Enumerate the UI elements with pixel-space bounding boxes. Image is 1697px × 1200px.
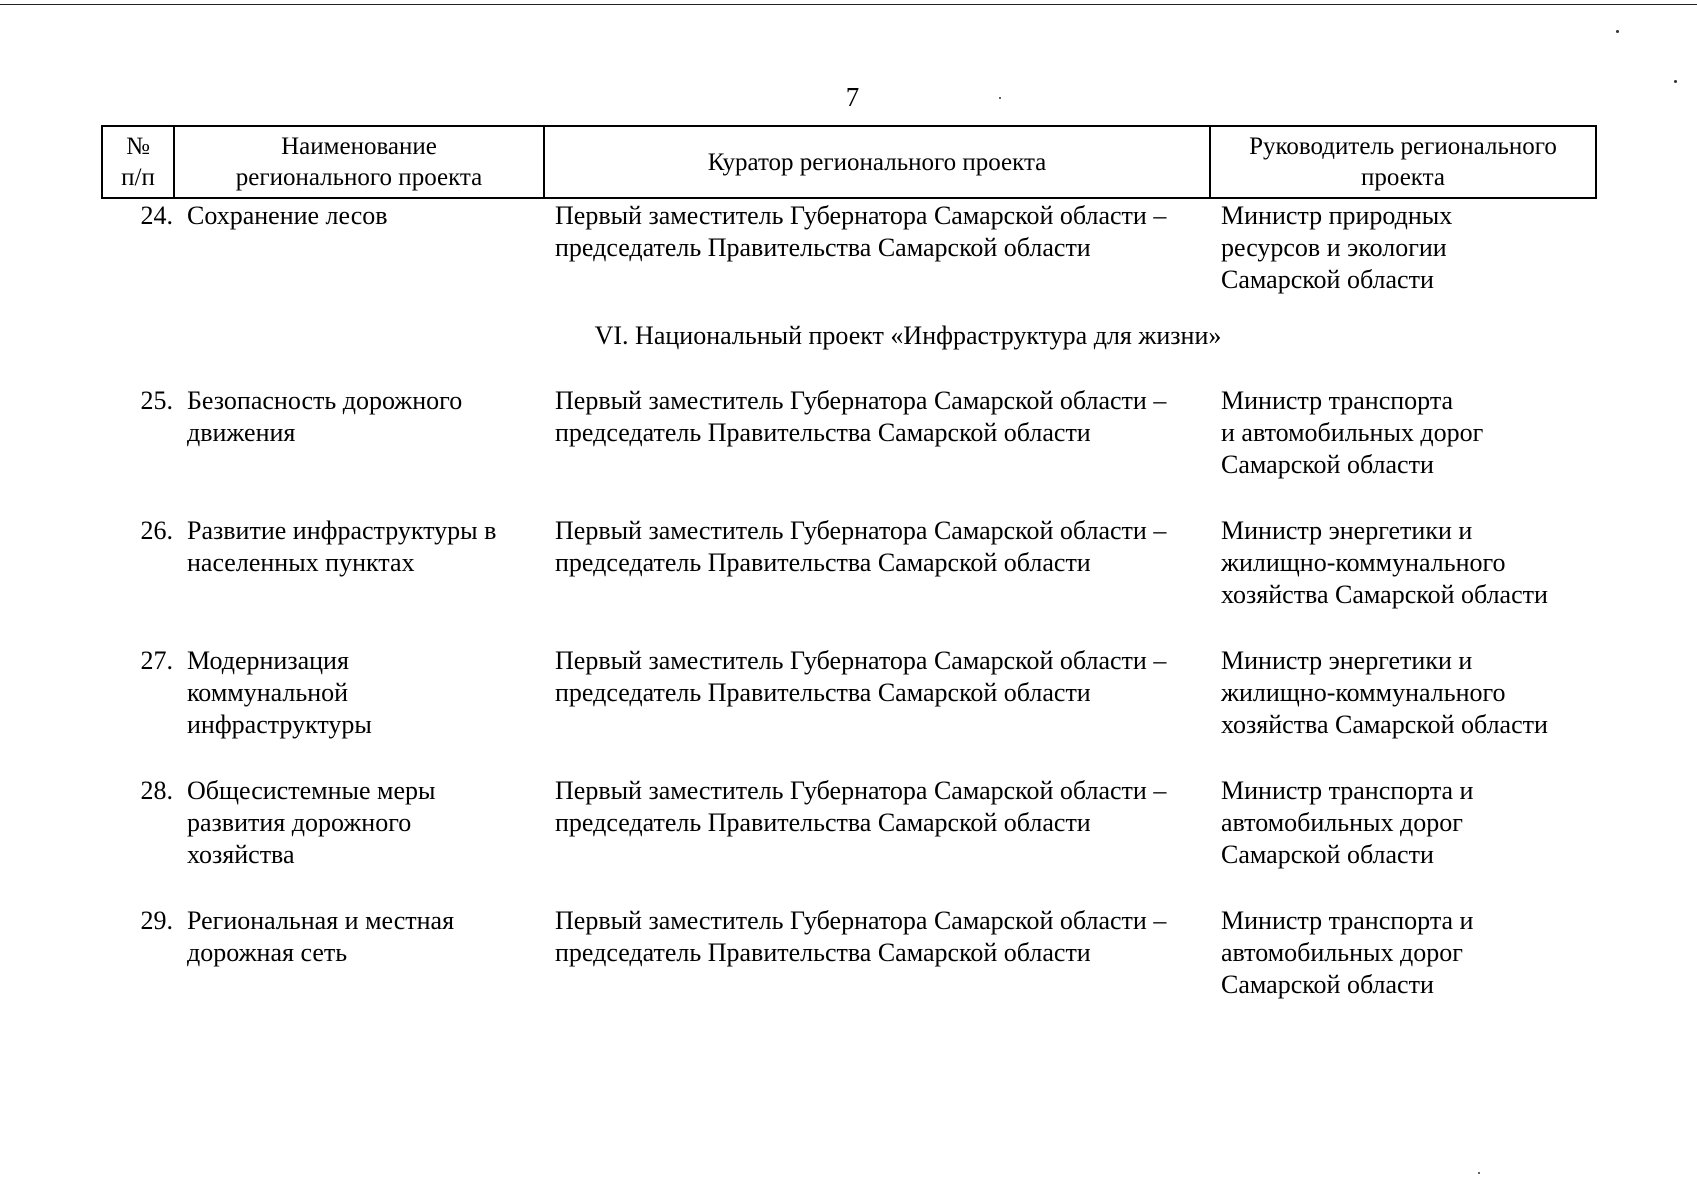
- header-project-name: Наименование регионального проекта: [174, 126, 544, 198]
- row-project-name: Общесистемные меры развития дорожного хозяйства: [187, 776, 436, 869]
- row-project-head: Министр транспорта и автомобильных дорог Самарской области: [1221, 906, 1474, 999]
- row-number: 26.: [140, 516, 173, 545]
- table-header: [101, 125, 1597, 199]
- section-title: VI. Национальный проект «Инфраструктура для жизни»: [594, 321, 1222, 350]
- header-project-head: Руководитель регионального проекта: [1210, 126, 1596, 198]
- row-project-name: Модернизация коммунальной инфраструктуры: [187, 646, 372, 739]
- row-project-head: Министр природных ресурсов и экологии Самарской области: [1221, 201, 1453, 294]
- table-row: [101, 775, 1595, 905]
- row-number: 25.: [140, 386, 173, 415]
- row-curator: Первый заместитель Губернатора Самарской области – председатель Правительства Самарской области: [555, 776, 1167, 837]
- row-curator: Первый заместитель Губернатора Самарской области – председатель Правительства Самарской области: [555, 386, 1167, 447]
- row-project-head: Министр транспорта и автомобильных дорог Самарской области: [1221, 776, 1474, 869]
- row-project-name: Сохранение лесов: [187, 201, 388, 230]
- row-number: 24.: [140, 201, 173, 230]
- row-project-name: Развитие инфраструктуры в населенных пунктах: [187, 516, 497, 577]
- page-number: 7: [845, 82, 860, 112]
- row-project-head: Министр энергетики и жилищно-коммунального хозяйства Самарской области: [1221, 516, 1548, 609]
- table-row: [101, 645, 1595, 775]
- row-number: 28.: [140, 776, 173, 805]
- table-row: [101, 200, 1595, 320]
- row-project-name: Региональная и местная дорожная сеть: [187, 906, 455, 967]
- row-number: 27.: [140, 646, 173, 675]
- row-project-name: Безопасность дорожного движения: [187, 386, 463, 447]
- row-curator: Первый заместитель Губернатора Самарской области – председатель Правительства Самарской области: [555, 516, 1167, 577]
- row-project-head: Министр энергетики и жилищно-коммунального хозяйства Самарской области: [1221, 646, 1548, 739]
- scan-speck: [1616, 30, 1619, 33]
- header-number: № п/п: [102, 126, 174, 198]
- table-row: [101, 515, 1595, 645]
- table-body: [101, 200, 1595, 1015]
- table-row: [101, 385, 1595, 515]
- row-number: 29.: [140, 906, 173, 935]
- row-curator: Первый заместитель Губернатора Самарской области – председатель Правительства Самарской области: [555, 906, 1167, 967]
- row-curator: Первый заместитель Губернатора Самарской области – председатель Правительства Самарской области: [555, 201, 1167, 262]
- header-curator: Куратор регионального проекта: [544, 126, 1210, 198]
- table-row: [101, 905, 1595, 1015]
- row-curator: Первый заместитель Губернатора Самарской области – председатель Правительства Самарской области: [555, 646, 1167, 707]
- scan-speck: [1478, 1172, 1480, 1174]
- top-scan-border: [0, 4, 1697, 5]
- row-project-head: Министр транспорта и автомобильных дорог Самарской области: [1221, 386, 1484, 479]
